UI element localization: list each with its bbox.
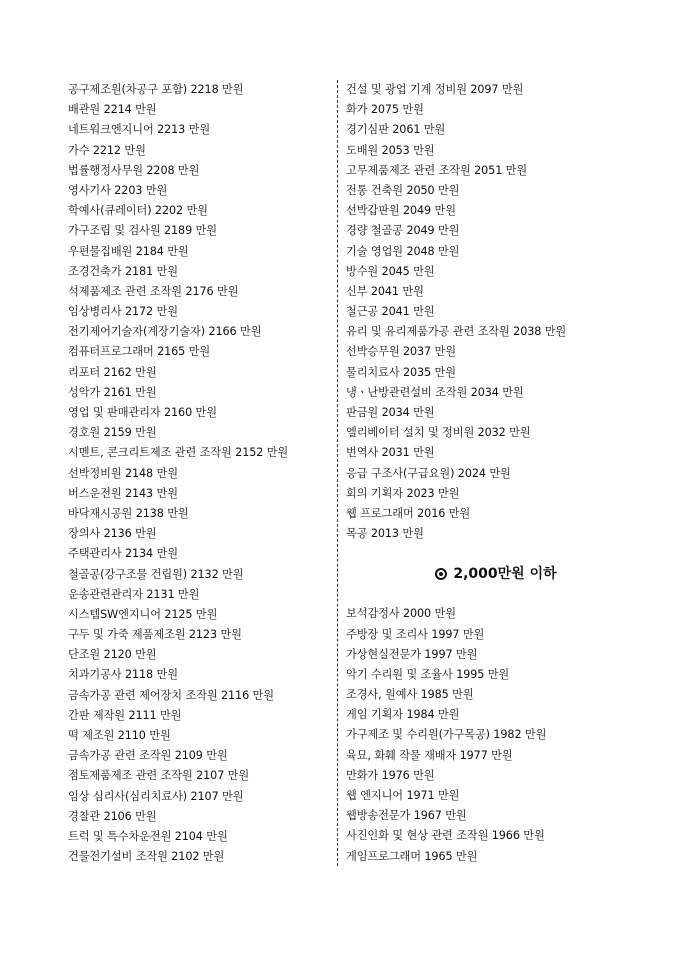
- list-item: 유리 및 유리제품가공 관련 조작원 2038 만원: [346, 325, 567, 339]
- list-item: 주택관리사 2134 만원: [68, 547, 178, 561]
- list-item: 웹 엔지니어 1971 만원: [346, 789, 460, 802]
- list-item: 목공 2013 만원: [346, 527, 424, 541]
- list-item: 만화가 1976 만원: [346, 768, 435, 782]
- list-item: 냉ㆍ난방관련설비 조작원 2034 만원: [346, 385, 524, 399]
- section-heading: [346, 554, 646, 594]
- list-item: 경량 철골공 2049 만원: [346, 224, 460, 238]
- list-item: 운송관련관리자 2131 만원: [68, 587, 200, 601]
- list-item: 가수 2212 만원: [68, 143, 146, 157]
- list-item: 건물전기설비 조작원 2102 만원: [68, 850, 225, 864]
- list-item: 조경건축가 2181 만원: [68, 264, 178, 278]
- list-item: 전기제어기술자(계장기술자) 2166 만원: [68, 325, 262, 339]
- salary-list-left: [68, 80, 332, 867]
- list-item: 주방장 및 조리사 1997 만원: [346, 627, 485, 641]
- list-item: 치과기공사 2118 만원: [68, 668, 178, 682]
- list-item: 점토제품제조 관련 조작원 2107 만원: [68, 769, 250, 783]
- list-item: 버스운전원 2143 만원: [68, 486, 178, 500]
- list-item: 가구조립 및 검사원 2189 만원: [68, 224, 217, 238]
- list-item: 석제품제조 관련 조작원 2176 만원: [68, 284, 239, 298]
- list-item: 엘리베이터 설치 및 정비원 2032 만원: [346, 426, 531, 440]
- left-column: [68, 80, 332, 867]
- list-item: 시스템SW엔지니어 2125 만원: [68, 607, 218, 621]
- list-item: 판금원 2034 만원: [346, 406, 435, 419]
- section-heading-text: 2,000만원 이하: [453, 566, 557, 583]
- list-item: 금속가공 관련 조작원 2109 만원: [68, 749, 228, 763]
- list-item: 간판 제작원 2111 만원: [68, 708, 182, 722]
- list-item: 임상병리사 2172 만원: [68, 305, 178, 319]
- list-item: 배관원 2214 만원: [68, 103, 157, 117]
- list-item: 구두 및 가죽 제품제조원 2123 만원: [68, 628, 242, 642]
- list-item: 조경사, 원예사 1985 만원: [346, 688, 474, 702]
- list-item: 가상현실전문가 1997 만원: [346, 647, 478, 661]
- list-item: 사진인화 및 현상 관련 조작원 1966 만원: [346, 829, 545, 843]
- list-item: 경호원 2159 만원: [68, 426, 157, 440]
- list-item: 컴퓨터프로그래머 2165 만원: [68, 345, 211, 359]
- list-item: 장의사 2136 만원: [68, 527, 157, 541]
- salary-list-right-top: [346, 80, 646, 544]
- list-item: 전통 건축원 2050 만원: [346, 183, 460, 197]
- list-item: 철근공 2041 만원: [346, 305, 435, 319]
- list-item: 보석감정사 2000 만원: [346, 607, 456, 621]
- list-item: 학예사(큐레이터) 2202 만원: [68, 204, 208, 218]
- list-item: 법률행정사무원 2208 만원: [68, 163, 200, 177]
- salary-list-right-bottom: [346, 604, 646, 866]
- list-item: 물리치료사 2035 만원: [346, 365, 456, 379]
- list-item: 바닥재시공원 2138 만원: [68, 506, 189, 520]
- list-item: 건설 및 광업 기계 정비원 2097 만원: [346, 83, 524, 96]
- list-item: 임상 심리사(심리치료사) 2107 만원: [68, 789, 244, 803]
- right-column: [346, 80, 646, 867]
- list-item: 영업 및 판매관리자 2160 만원: [68, 406, 217, 419]
- column-divider: [337, 80, 338, 866]
- list-item: 영사기사 2203 만원: [68, 183, 168, 197]
- list-item: 철골공(강구조물 건립원) 2132 만원: [68, 567, 244, 581]
- list-item: 공구제조원(차공구 포함) 2218 만원: [68, 83, 244, 96]
- list-item: 리포터 2162 만원: [68, 365, 157, 379]
- list-item: 웹방송전문가 1967 만원: [346, 809, 467, 823]
- list-item: 우편물집배원 2184 만원: [68, 244, 189, 258]
- list-item: 네트워크엔지니어 2213 만원: [68, 123, 211, 137]
- list-item: 경찰관 2106 만원: [68, 809, 157, 823]
- list-item: 회의 기획자 2023 만원: [346, 486, 460, 500]
- list-item: 화가 2075 만원: [346, 103, 424, 117]
- list-item: 떡 제조원 2110 만원: [68, 729, 171, 742]
- list-item: 선박승무원 2037 만원: [346, 345, 456, 359]
- list-item: 가구제조 및 수리원(가구목공) 1982 만원: [346, 728, 547, 742]
- double-circle-bullet-icon: [435, 568, 447, 580]
- list-item: 도배원 2053 만원: [346, 143, 435, 157]
- list-item: 트럭 및 특수차운전원 2104 만원: [68, 829, 228, 843]
- list-item: 게임프로그래머 1965 만원: [346, 849, 478, 863]
- list-item: 고무제품제조 관련 조작원 2051 만원: [346, 163, 528, 177]
- list-item: 응급 구조사(구급요원) 2024 만원: [346, 466, 511, 480]
- list-item: 방수원 2045 만원: [346, 264, 435, 278]
- list-item: 번역사 2031 만원: [346, 446, 435, 460]
- list-item: 기술 영업원 2048 만원: [346, 244, 460, 258]
- list-item: 신부 2041 만원: [346, 284, 424, 298]
- list-item: 게임 기획자 1984 만원: [346, 708, 460, 722]
- list-item: 금속가공 관련 제어장치 조작원 2116 만원: [68, 688, 274, 702]
- list-item: 경기심판 2061 만원: [346, 123, 446, 137]
- list-item: 선박갑판원 2049 만원: [346, 204, 456, 218]
- list-item: 웹 프로그래머 2016 만원: [346, 506, 471, 520]
- list-item: 육묘, 화훼 작물 재배자 1977 만원: [346, 748, 513, 762]
- list-item: 성악가 2161 만원: [68, 385, 157, 399]
- list-item: 시멘트, 콘크리트제조 관련 조작원 2152 만원: [68, 446, 289, 460]
- list-item: 악기 수리원 및 조율사 1995 만원: [346, 667, 510, 681]
- list-item: 선박정비원 2148 만원: [68, 466, 178, 480]
- list-item: 단조원 2120 만원: [68, 648, 157, 662]
